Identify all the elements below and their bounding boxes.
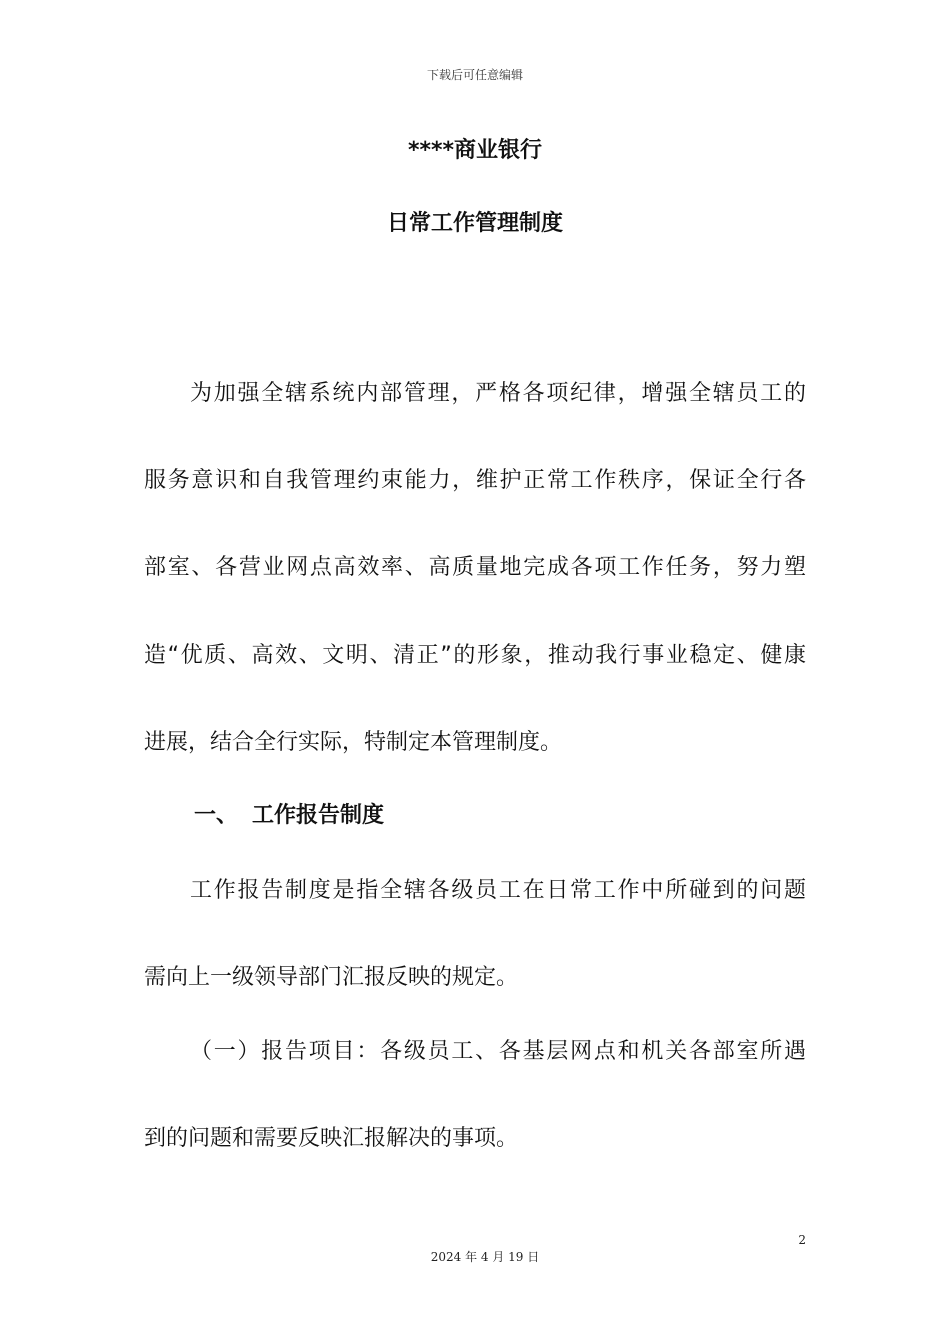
intro-paragraph-line-4: 造“优质、高效、文明、清正”的形象，推动我行事业稳定、健康: [144, 643, 806, 668]
intro-paragraph-line-5: 进展，结合全行实际，特制定本管理制度。: [144, 730, 563, 755]
section-number: 一、: [194, 803, 239, 828]
intro-paragraph-line-1: 为加强全辖系统内部管理，严格各项纪律，增强全辖员工的: [190, 381, 806, 406]
section-paragraph-1-line-1: 工作报告制度是指全辖各级员工在日常工作中所碰到的问题: [190, 878, 806, 903]
page-number: 2: [798, 1233, 806, 1247]
document-title-bank: ****商业银行: [407, 138, 543, 163]
document-title-regulation: 日常工作管理制度: [386, 211, 563, 236]
header-note: 下载后可任意编辑: [426, 68, 523, 82]
intro-paragraph-line-2: 服务意识和自我管理约束能力，维护正常工作秩序，保证全行各: [144, 468, 806, 493]
section-paragraph-2-line-2: 到的问题和需要反映汇报解决的事项。: [144, 1126, 519, 1151]
section-title: 工作报告制度: [252, 803, 385, 828]
section-paragraph-2-line-1: （一）报告项目：各级员工、各基层网点和机关各部室所遇: [190, 1039, 806, 1064]
section-paragraph-1-line-2: 需向上一级领导部门汇报反映的规定。: [144, 965, 519, 990]
footer-date: 2024 年 4 月 19 日: [430, 1250, 540, 1264]
intro-paragraph-line-3: 部室、各营业网点高效率、高质量地完成各项工作任务，努力塑: [144, 555, 806, 580]
section-heading: [194, 801, 384, 831]
